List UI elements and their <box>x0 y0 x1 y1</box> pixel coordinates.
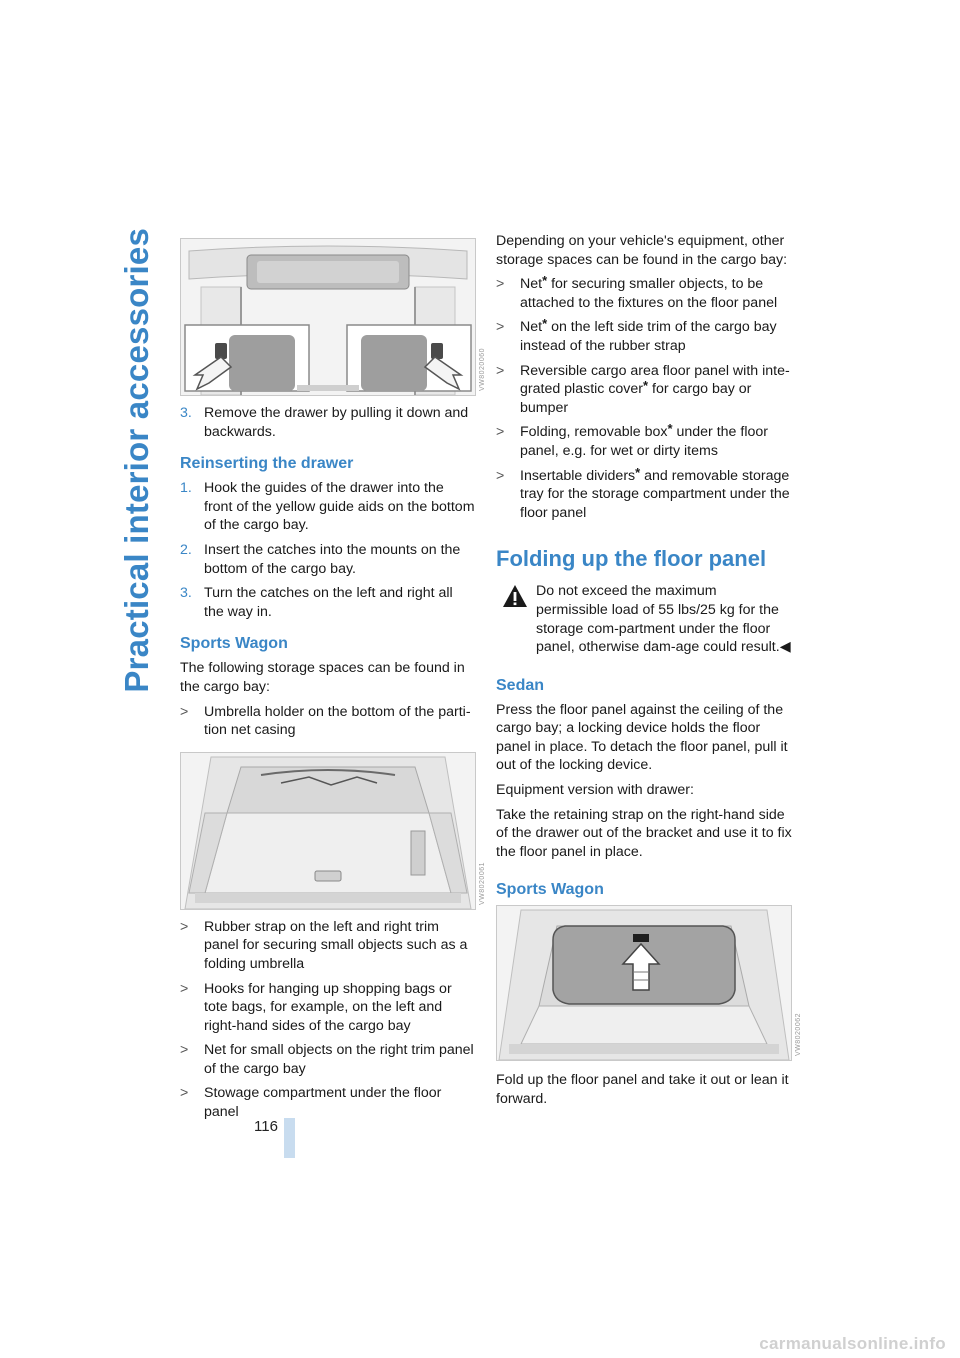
reinsert-step <box>180 584 476 621</box>
list-item <box>180 980 476 1036</box>
list-item <box>180 703 476 740</box>
list-item <box>496 464 792 523</box>
list-item-text: Rubber strap on the left and right trim panel for securing small objects such as a folding umbrella <box>204 918 468 972</box>
heading-sports-wagon: Sports Wagon <box>180 635 288 653</box>
warning-note <box>496 582 792 656</box>
list-item-text: under the floor panel, e.g. for wet or dirty items <box>520 424 768 459</box>
option-star: * <box>667 421 673 437</box>
list-item <box>496 318 792 355</box>
heading-sports-wagon: Sports Wagon <box>496 881 604 899</box>
figure-cargo-bay <box>180 752 486 910</box>
list-item-text: Insertable dividers <box>520 467 636 484</box>
list-item-text: for cargo bay or bumper <box>520 381 752 416</box>
figure-floor-panel <box>496 905 802 1061</box>
reinsert-step <box>180 479 476 535</box>
list-item <box>496 362 792 418</box>
list-item-text: Net for small objects on the right trim panel of the cargo bay <box>204 1042 474 1077</box>
heading-sedan: Sedan <box>496 676 545 694</box>
list-item-text: on the left side trim of the cargo bay instead of the rubber strap <box>520 319 777 354</box>
list-item <box>180 918 476 974</box>
drawer-removal-illustration <box>181 239 475 395</box>
option-star: * <box>542 316 548 332</box>
option-star: * <box>643 378 649 394</box>
option-star: * <box>542 273 548 289</box>
step-3 <box>180 404 476 441</box>
final-paragraph: Fold up the floor panel and take it out or lean it forward. <box>496 1072 789 1108</box>
list-item <box>496 423 792 460</box>
watermark: carmanualsonline.info <box>759 1334 946 1353</box>
step-text: Remove the drawer by pulling it down and backwards. <box>204 405 469 440</box>
step-number: 1. <box>180 480 192 497</box>
list-item-text: for securing smaller objects, to be attached to the fixtures on the floor panel <box>520 276 778 311</box>
list-item-text: Umbrella holder on the bottom of the parti-tion net casing <box>204 703 471 739</box>
cargo-bay-illustration <box>181 753 475 909</box>
bullet-marker: > <box>180 703 189 720</box>
bullet-marker: > <box>496 424 505 441</box>
list-item-text: Folding, removable box <box>520 424 668 441</box>
left-column <box>180 238 486 1128</box>
heading-reinserting-drawer: Reinserting the drawer <box>180 455 354 473</box>
sedan-paragraph: Take the retaining strap on the right-hand side of the drawer out of the bracket and use it to fix the floor panel in place. <box>496 806 792 860</box>
list-item-text: Net <box>520 319 543 336</box>
step-text: Hook the guides of the drawer into the front of the yellow guide aids on the bottom of the cargo bay. <box>204 480 475 534</box>
bullet-marker: > <box>180 980 189 997</box>
option-star: * <box>635 464 641 480</box>
bullet-marker: > <box>496 276 505 293</box>
warning-text: Do not exceed the maximum permissible load of 55 lbs/25 kg for the storage com-partment under the floor panel, otherwise dam-age could result.◀ <box>536 583 791 656</box>
sports-intro: The following storage spaces can be found in the cargo bay: <box>180 660 465 695</box>
figure-code: VW8020061 <box>479 861 486 905</box>
bullet-marker: > <box>180 1042 189 1059</box>
list-item-text: Net <box>520 276 543 293</box>
bullet-marker: > <box>496 319 505 336</box>
heading-folding-floor-panel: Folding up the floor panel <box>496 546 767 572</box>
list-item-text: Hooks for hanging up shopping bags or tote bags, for example, on the left and right-hand sides of the cargo bay <box>204 980 452 1034</box>
step-text: Turn the catches on the left and right all the way in. <box>204 585 453 620</box>
step-text: Insert the catches into the mounts on the bottom of the cargo bay. <box>204 541 461 577</box>
sedan-paragraph: Press the floor panel against the ceiling of the cargo bay; a locking device holds the floor panel in place. To detach the floor panel, pull it out of the locking device. <box>496 701 788 774</box>
figure-code: VW8020060 <box>479 347 486 391</box>
list-item-text: Reversible cargo area floor panel with inte-grated plastic cover <box>520 362 790 398</box>
bullet-marker: > <box>180 1085 189 1102</box>
storage-intro: Depending on your vehicle's equipment, other storage spaces can be found in the cargo bay: <box>496 233 788 268</box>
list-item <box>180 1041 476 1078</box>
list-item-text: and removable storage tray for the storage compartment under the floor panel <box>520 467 790 521</box>
list-item <box>496 275 792 312</box>
bullet-marker: > <box>496 362 505 379</box>
floor-panel-illustration <box>497 906 791 1060</box>
step-number: 3. <box>180 585 192 602</box>
page-number: 116 <box>254 1118 278 1135</box>
bullet-marker: > <box>180 918 189 935</box>
list-item-text: Stowage compartment under the floor panel <box>204 1085 442 1121</box>
step-number: 3. <box>180 405 192 421</box>
reinsert-step <box>180 541 476 578</box>
section-title: Practical interior accessories <box>118 228 155 693</box>
step-number: 2. <box>180 541 192 558</box>
warning-icon <box>502 584 528 614</box>
figure-drawer-removal <box>180 238 486 396</box>
sedan-paragraph: Equipment version with drawer: <box>496 782 694 799</box>
figure-code: VW8020062 <box>795 1013 802 1057</box>
right-column <box>496 232 802 1115</box>
bullet-marker: > <box>496 467 505 484</box>
list-item <box>180 1084 476 1121</box>
